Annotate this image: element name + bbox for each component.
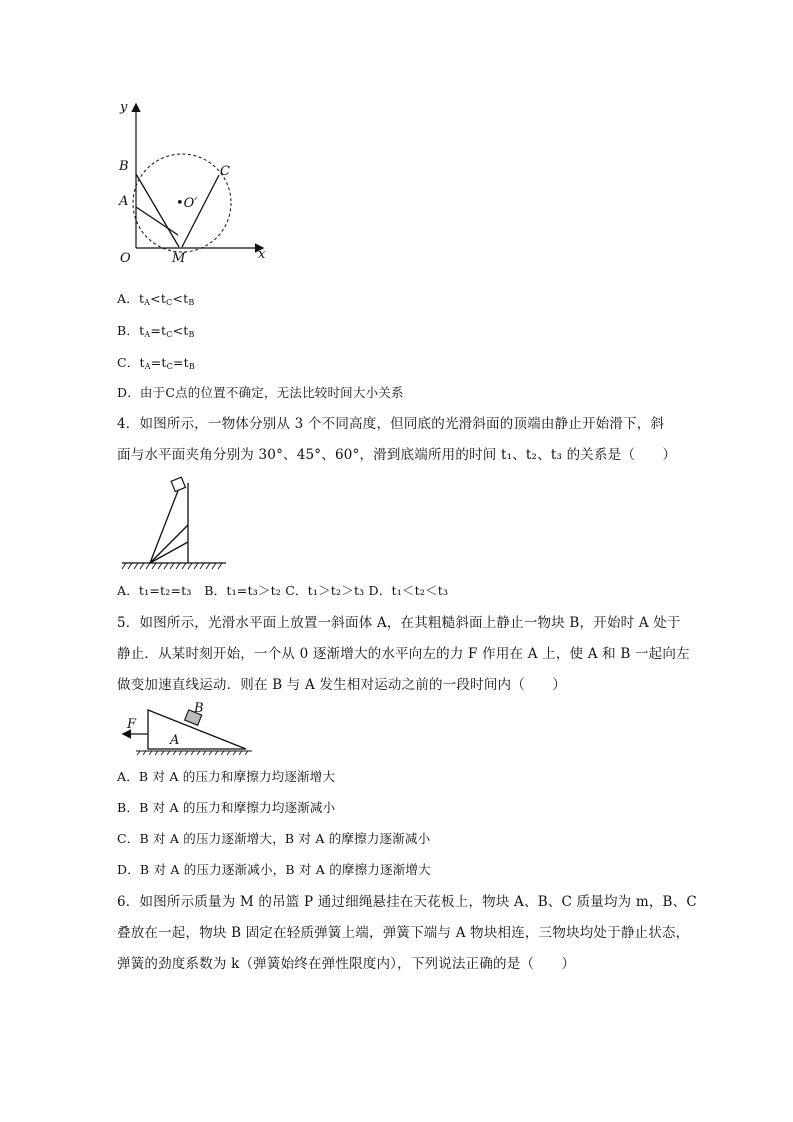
sliding-block: [171, 477, 185, 491]
q3-option-d: D．由于C点的位置不确定，无法比较时间大小关系: [117, 385, 404, 400]
point-m-label: M: [172, 251, 186, 266]
ground-hatching: [122, 563, 222, 569]
point-c-label: C: [220, 164, 230, 179]
point-a-label: A: [119, 194, 129, 209]
inclines-figure: [118, 475, 228, 575]
q3-option-c: C．tA=tC=tB: [117, 355, 195, 371]
wedge-a-label: A: [170, 733, 180, 748]
q6-text-line-3: 弹簧的劲度系数为 k（弹簧始终在弹性限度内），下列说法正确的是（ ）: [117, 956, 576, 972]
chord-am: [136, 207, 178, 235]
y-axis-label: y: [120, 100, 128, 115]
block-b-label: B: [194, 701, 204, 716]
q4-text-line-1: 4．如图所示，一物体分别从 3 个不同高度，但同底的光滑斜面的顶端由静止开始滑下，斜: [117, 416, 665, 432]
x-axis-label: x: [258, 247, 266, 262]
incline-45: [150, 525, 188, 563]
circle-chords-figure: [110, 95, 280, 270]
point-b-label: B: [119, 159, 129, 174]
q3-option-b: B．tA=tC<tB: [117, 323, 195, 339]
ground-hatching-q5: [137, 751, 248, 755]
q5-option-c: C．B 对 A 的压力逐渐增大，B 对 A 的摩擦力逐渐减小: [117, 831, 431, 846]
incline-30: [150, 542, 188, 563]
chord-cm: [182, 175, 219, 247]
q6-text-line-1: 6．如图所示质量为 M 的吊篮 P 通过细绳悬挂在天花板上，物块 A、B、C 质量均为 m，B、C: [117, 894, 697, 910]
q3-option-a: A．tA<tC<tB: [117, 291, 195, 307]
origin-label: O: [120, 251, 131, 266]
chord-bm: [136, 174, 179, 247]
q4-options: A．t₁=t₂=t₃ B．t₁=t₃＞t₂ C．t₁＞t₂＞t₃ D．t₁＜t₂＜t₃: [117, 583, 449, 598]
incline-60: [150, 483, 181, 563]
force-f-label: F: [127, 717, 137, 732]
q5-option-b: B．B 对 A 的压力和摩擦力均逐渐减小: [117, 800, 336, 815]
q5-text-line-3: 做变加速直线运动．则在 B 与 A 发生相对运动之前的一段时间内（ ）: [117, 677, 567, 693]
wedge-block-figure: [118, 700, 258, 760]
q5-text-line-2: 静止．从某时刻开始，一个从 0 逐渐增大的水平向左的力 F 作用在 A 上，使 A 和 B 一起向左: [117, 646, 690, 662]
q5-option-a: A．B 对 A 的压力和摩擦力均逐渐增大: [117, 769, 336, 784]
center-label: •O′: [176, 196, 198, 211]
q6-text-line-2: 叠放在一起，物块 B 固定在轻质弹簧上端，弹簧下端与 A 物块相连，三物块均处于静止状态，: [117, 925, 690, 941]
q5-text-line-1: 5．如图所示，光滑水平面上放置一斜面体 A，在其粗糙斜面上静止一物块 B，开始时 A 处于: [117, 615, 681, 631]
q5-option-d: D．B 对 A 的压力逐渐减小，B 对 A 的摩擦力逐渐增大: [117, 862, 431, 877]
q4-text-line-2: 面与水平面夹角分别为 30°、45°、60°，滑到底端所用的时间 t₁、t₂、t₃ 的关系是（ ）: [117, 447, 677, 463]
